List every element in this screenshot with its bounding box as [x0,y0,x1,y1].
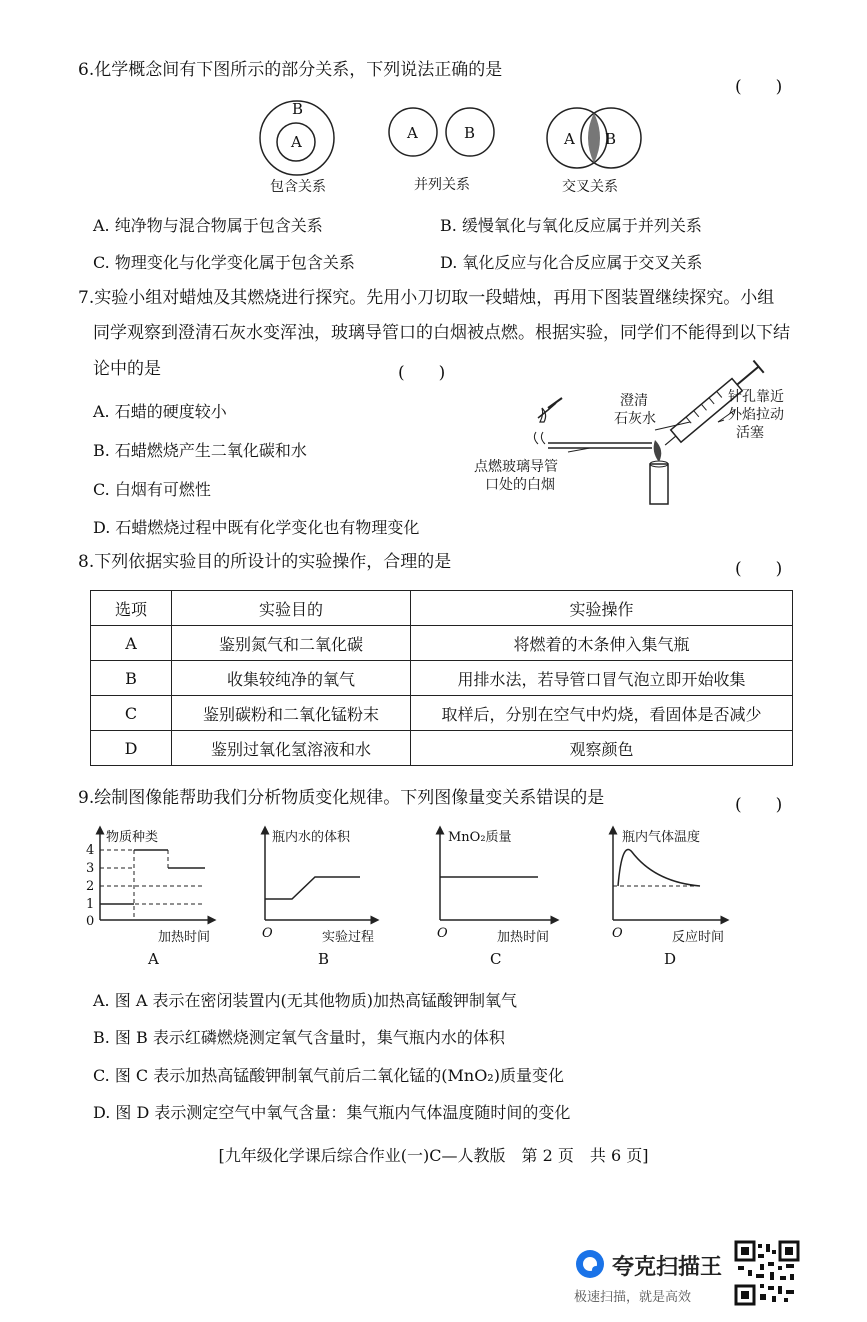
q6-answer-paren: ( ) [735,77,783,97]
graph-d-ylabel: 瓶内气体温度 [622,830,701,845]
parallel-caption: 并列关系 [414,177,470,193]
graph-b-letter: B [318,950,330,968]
graph-c-ylabel: MnO₂质量 [448,830,512,845]
graph-d-origin: O [612,926,623,941]
header-option: 选项 [91,591,172,626]
q7-option-d: D. 石蜡燃烧过程中既有化学变化也有物理变化 [93,518,420,537]
brand-name: 夸克扫描王 [612,1255,723,1280]
row-option: C [91,696,172,731]
header-goal: 实验目的 [172,591,411,626]
q9-option-c: C. 图 C 表示加热高锰酸钾制氧气前后二氧化锰的(MnO₂)质量变化 [93,1066,564,1085]
row-option: A [91,626,172,661]
q7-option-c: C. 白烟有可燃性 [93,480,211,499]
inclusion-outer-label: B [292,100,304,118]
inclusion-caption: 包含关系 [270,179,326,195]
row-operation: 取样后，分别在空气中灼烧，看固体是否减少 [411,696,793,731]
q9-stem: 9.绘制图像能帮助我们分析物质变化规律。下列图像量变关系错误的是 [78,788,605,808]
graph-d-letter: D [664,950,677,968]
graph-a-tick-0: 0 [86,914,95,929]
q6-stem: 6.化学概念间有下图所示的部分关系，下列说法正确的是 [78,60,503,80]
intersect-caption: 交叉关系 [562,179,618,195]
graph-a-letter: A [148,950,159,968]
row-option: D [91,731,172,766]
lime-water-label-1: 澄清 [620,393,648,409]
q7-option-a: A. 石蜡的硬度较小 [93,402,227,421]
smoke-label-2: 口处的白烟 [485,477,555,493]
q6-option-c: C. 物理变化与化学变化属于包含关系 [93,253,355,272]
q8-stem: 8.下列依据实验目的所设计的实验操作，合理的是 [78,552,452,572]
needle-label-3: 活塞 [736,425,764,441]
graph-d-xlabel: 反应时间 [672,930,725,945]
row-goal: 收集较纯净的氧气 [172,661,411,696]
graph-b-ylabel: 瓶内水的体积 [272,830,351,845]
parallel-left-label: A [407,124,418,142]
q8-answer-paren: ( ) [735,559,783,579]
row-operation: 用排水法，若导管口冒气泡立即开始收集 [411,661,793,696]
qr-code-icon [734,1240,800,1306]
graph-b-origin: O [262,926,273,941]
row-operation: 观察颜色 [411,731,793,766]
graph-a-tick-4: 4 [86,843,95,858]
q9-option-b: B. 图 B 表示红磷燃烧测定氧气含量时，集气瓶内水的体积 [93,1028,505,1047]
intersect-left-label: A [564,130,575,148]
smoke-label-1: 点燃玻璃导管 [474,459,558,475]
q7-answer-paren: ( ) [398,363,446,383]
row-goal: 鉴别氮气和二氧化碳 [172,626,411,661]
intersect-right-label: B [605,130,617,148]
graph-c-xlabel: 加热时间 [497,930,550,945]
graph-a-xlabel: 加热时间 [158,930,211,945]
graph-a-tick-1: 1 [86,897,95,912]
brand-slogan: 极速扫描，就是高效 [574,1290,692,1305]
graph-c-origin: O [437,926,448,941]
q9-answer-paren: ( ) [735,795,783,815]
graph-a-tick-2: 2 [86,879,95,894]
q6-option-b: B. 缓慢氧化与氧化反应属于并列关系 [440,216,702,235]
q9-option-a: A. 图 A 表示在密闭装置内(无其他物质)加热高锰酸钾制氧气 [93,991,517,1010]
row-goal: 鉴别过氧化氢溶液和水 [172,731,411,766]
q7-option-b: B. 石蜡燃烧产生二氧化碳和水 [93,441,307,460]
graph-c-letter: C [490,950,502,968]
row-operation: 将燃着的木条伸入集气瓶 [411,626,793,661]
row-goal: 鉴别碳粉和二氧化锰粉末 [172,696,411,731]
q7-stem-line1: 7.实验小组对蜡烛及其燃烧进行探究。先用小刀切取一段蜡烛，再用下图装置继续探究。小组 [78,288,775,308]
row-option: B [91,661,172,696]
q6-option-a: A. 纯净物与混合物属于包含关系 [93,216,323,235]
header-operation: 实验操作 [411,591,793,626]
q6-option-d: D. 氧化反应与化合反应属于交叉关系 [440,253,703,272]
q7-stem-line3: 论中的是 [93,359,161,379]
needle-label-1: 针孔靠近 [728,389,784,405]
q9-option-d: D. 图 D 表示测定空气中氧气含量：集气瓶内气体温度随时间的变化 [93,1103,571,1122]
graph-a-ylabel: 物质种类 [106,830,159,845]
graph-a-tick-3: 3 [86,861,95,876]
q7-stem-line2: 同学观察到澄清石灰水变浑浊，玻璃导管口的白烟被点燃。根据实验，同学们不能得到以下结 [93,323,790,343]
page-footer: [九年级化学课后综合作业(一)C—人教版 第 2 页 共 6 页] [218,1146,649,1165]
parallel-right-label: B [464,124,476,142]
graph-b-xlabel: 实验过程 [322,930,375,945]
inclusion-inner-label: A [291,133,302,151]
lime-water-label-2: 石灰水 [614,411,656,427]
quark-logo-icon [574,1248,606,1280]
needle-label-2: 外焰拉动 [728,407,784,423]
